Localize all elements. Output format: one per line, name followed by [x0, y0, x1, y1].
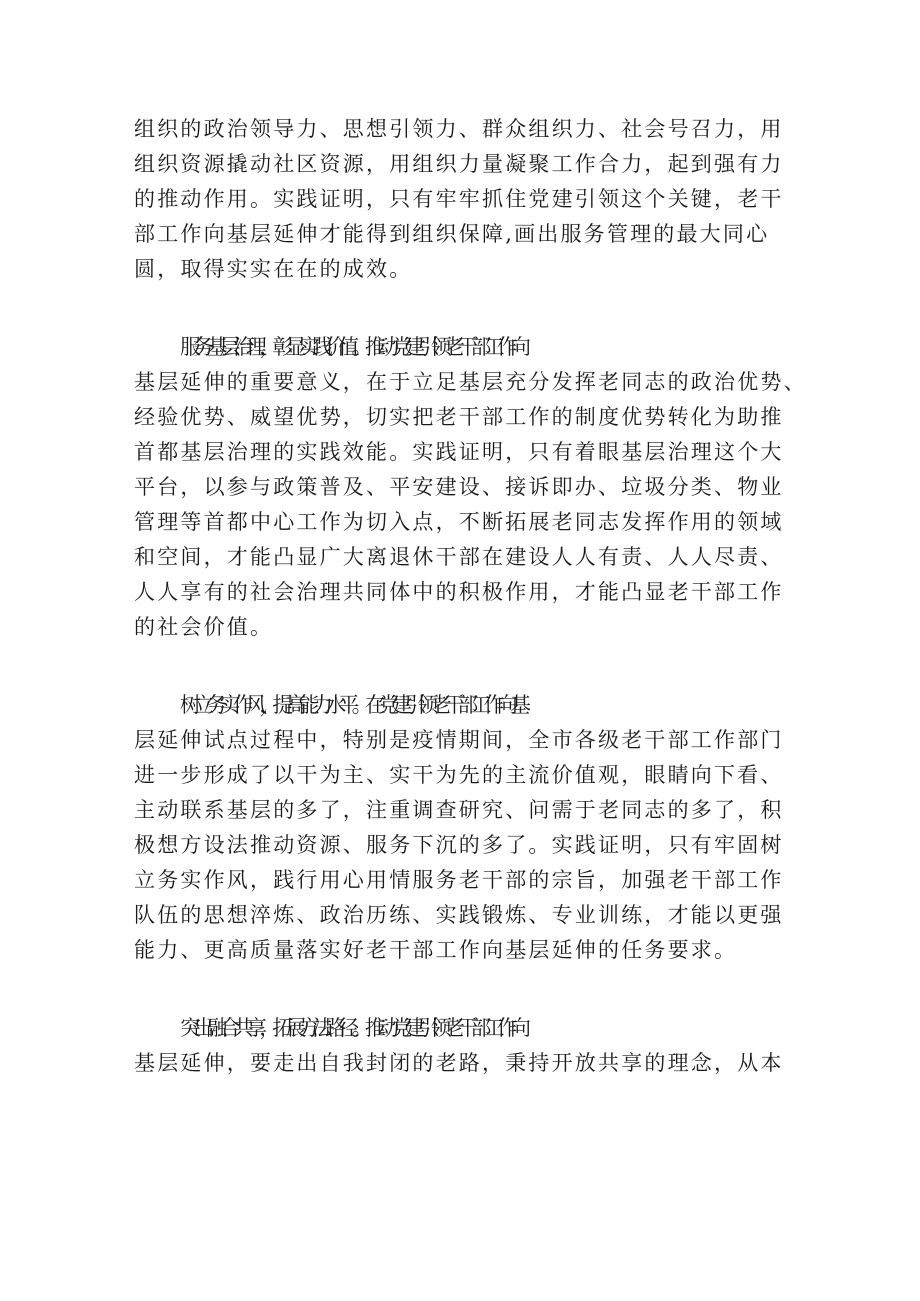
paragraph-3-line-7: 队伍的思想淬炼、政治历练、实践锻炼、专业训练，才能以更强 [134, 903, 784, 927]
paragraph-2-line-9: 的社会价值。 [134, 615, 274, 639]
paragraph-2-line-8: 人人享有的社会治理共同体中的积极作用，才能凸显老干部工作 [134, 580, 784, 604]
paragraph-2-line-6: 管理等首都中心工作为切入点，不断拓展老同志发挥作用的领域 [134, 510, 784, 534]
paragraph-2-line-1: 服务基层治理，彰显实践价值。推动党建引领老干部工作向 [180, 335, 524, 359]
paragraph-3-line-4: 主动联系基层的多了，注重调查研究、问需于老同志的多了，积 [134, 798, 784, 822]
paragraph-3-line-8: 能力、更高质量落实好老干部工作向基层延伸的任务要求。 [134, 938, 738, 962]
paragraph-1-line-4: 部工作向基层延伸才能得到组织保障,画出服务管理的最大同心 [134, 222, 770, 246]
paragraph-1-line-3: 的推动作用。实践证明，只有牢牢抓住党建引领这个关键，老干 [134, 187, 784, 211]
paragraph-3-line-2: 层延伸试点过程中，特别是疫情期间，全市各级老干部工作部门 [134, 728, 784, 752]
paragraph-2-line-5: 平台，以参与政策普及、平安建设、接诉即办、垃圾分类、物业 [134, 475, 784, 499]
paragraph-4-line-1: 突出融合共享，拓展方法路径。推动党建引领老干部工作向 [180, 1016, 524, 1040]
paragraph-1-line-2: 组织资源撬动社区资源，用组织力量凝聚工作合力，起到强有力 [134, 152, 784, 176]
paragraph-1-line-5: 圆，取得实实在在的成效。 [134, 257, 413, 281]
paragraph-3-line-1: 树立务实作风，提高能力水平。在党建引领老干部工作向基 [180, 693, 524, 717]
paragraph-2-line-4: 首都基层治理的实践效能。实践证明，只有着眼基层治理这个大 [134, 440, 784, 464]
paragraph-2-line-3: 经验优势、威望优势，切实把老干部工作的制度优势转化为助推 [134, 405, 784, 429]
paragraph-1-line-1: 组织的政治领导力、思想引领力、群众组织力、社会号召力，用 [134, 117, 784, 141]
paragraph-3-line-3: 进一步形成了以干为主、实干为先的主流价值观，眼睛向下看、 [134, 763, 784, 787]
paragraph-3-line-5: 极想方设法推动资源、服务下沉的多了。实践证明，只有牢固树 [134, 833, 784, 857]
paragraph-4-line-2: 基层延伸，要走出自我封闭的老路，秉持开放共享的理念，从本 [134, 1051, 784, 1075]
paragraph-2-line-7: 和空间，才能凸显广大离退休干部在建设人人有责、人人尽责、 [134, 545, 784, 569]
paragraph-2-line-2: 基层延伸的重要意义，在于立足基层充分发挥老同志的政治优势、 [134, 370, 807, 394]
paragraph-3-line-6: 立务实作风，践行用心用情服务老干部的宗旨，加强老干部工作 [134, 868, 784, 892]
